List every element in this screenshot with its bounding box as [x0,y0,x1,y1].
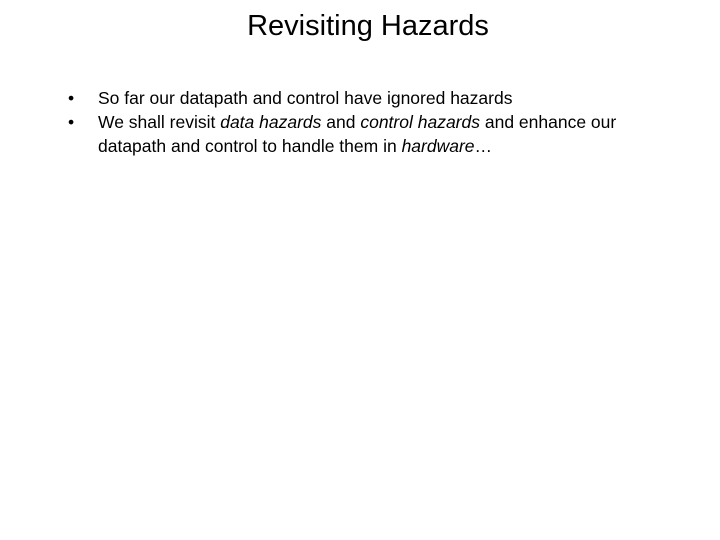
emphasis-control-hazards: control hazards [360,112,480,132]
emphasis-hardware: hardware [401,136,475,156]
bullet-list [68,86,668,158]
bullet-text: So far our datapath and control have ignored hazards [98,88,513,108]
bullet-icon: • [68,88,75,108]
bullet-item [68,110,668,158]
bullet-text: We shall revisit data hazards and control hazards and enhance our datapath and control to handle them in hardware… [98,112,617,156]
bullet-icon: • [68,112,75,132]
bullet-item [68,86,668,110]
emphasis-data-hazards: data hazards [220,112,322,132]
slide-title: Revisiting Hazards [247,10,489,42]
